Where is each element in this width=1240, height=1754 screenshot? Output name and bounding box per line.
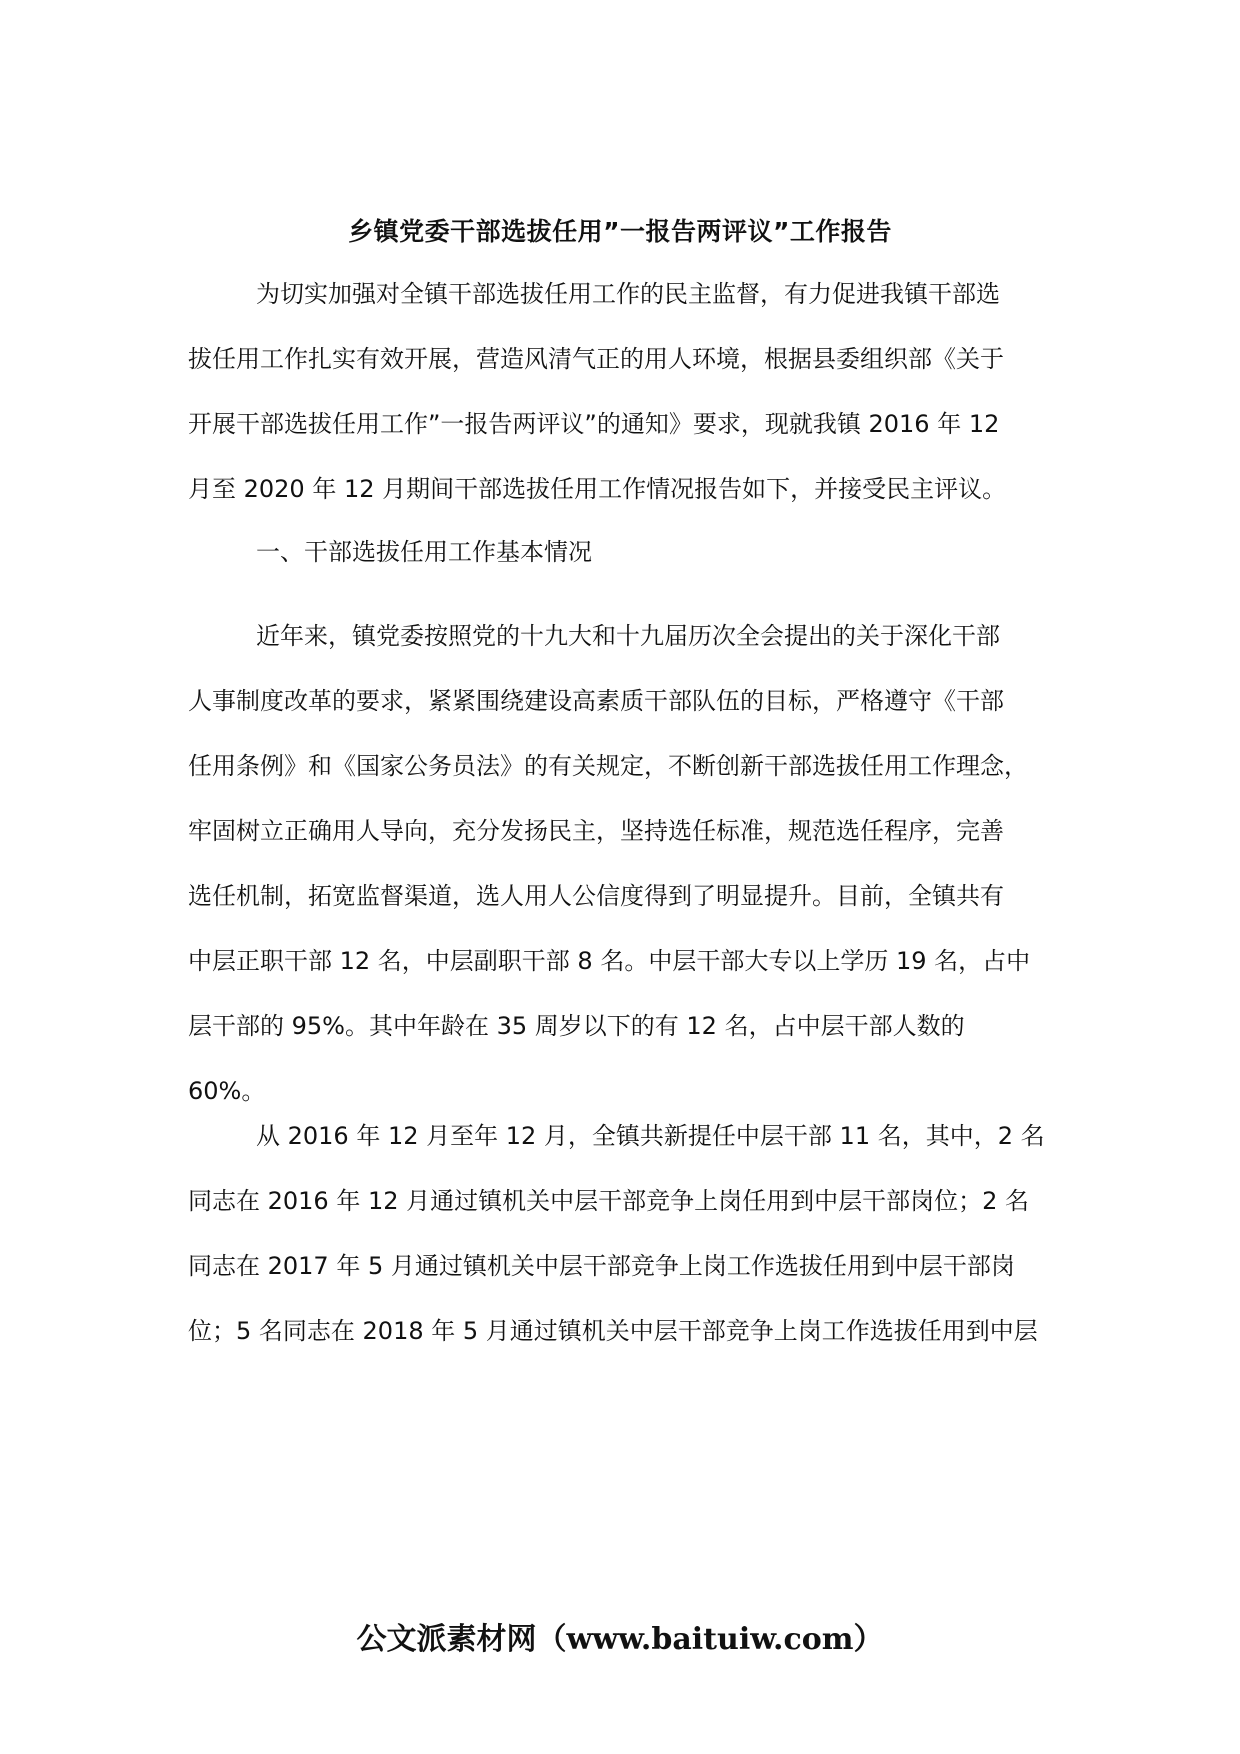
paragraph-promotions	[188, 1104, 1058, 1364]
section-heading-text: 一、干部选拔任用工作基本情况	[256, 538, 592, 566]
paragraph-line: 选任机制，拓宽监督渠道，选人用人公信度得到了明显提升。目前，全镇共有	[188, 882, 1004, 910]
paragraph-line: 从 2016 年 12 月至年 12 月，全镇共新提任中层干部 11 名，其中，2 名	[256, 1122, 1045, 1150]
paragraph-intro	[188, 262, 1058, 522]
paragraph-line: 任用条例》和《国家公务员法》的有关规定，不断创新干部选拔任用工作理念，	[188, 752, 1028, 780]
paragraph-line: 中层正职干部 12 名，中层副职干部 8 名。中层干部大专以上学历 19 名，占中	[188, 947, 1031, 975]
paragraph-line: 开展干部选拔任用工作”一报告两评议”的通知》要求，现就我镇 2016 年 12	[188, 410, 1000, 438]
paragraph-line: 牢固树立正确用人导向，充分发扬民主，坚持选任标准，规范选任程序，完善	[188, 817, 1004, 845]
paragraph-line: 近年来，镇党委按照党的十九大和十九届历次全会提出的关于深化干部	[256, 622, 1000, 650]
paragraph-line: 人事制度改革的要求，紧紧围绕建设高素质干部队伍的目标，严格遵守《干部	[188, 687, 1004, 715]
document-title: 乡镇党委干部选拔任用”一报告两评议”工作报告	[348, 217, 892, 246]
paragraph-line: 层干部的 95%。其中年龄在 35 周岁以下的有 12 名，占中层干部人数的	[188, 1012, 965, 1040]
paragraph-line: 月至 2020 年 12 月期间干部选拔任用工作情况报告如下，并接受民主评议。	[188, 475, 1007, 503]
paragraph-line: 60%。	[188, 1077, 266, 1105]
paragraph-overview	[188, 604, 1058, 1124]
paragraph-line: 为切实加强对全镇干部选拔任用工作的民主监督，有力促进我镇干部选	[256, 280, 1000, 308]
section-heading	[188, 520, 1058, 585]
paragraph-line: 拔任用工作扎实有效开展，营造风清气正的用人环境，根据县委组织部《关于	[188, 345, 1004, 373]
paragraph-line: 同志在 2016 年 12 月通过镇机关中层干部竞争上岗任用到中层干部岗位；2 名	[188, 1187, 1030, 1215]
paragraph-line: 位；5 名同志在 2018 年 5 月通过镇机关中层干部竞争上岗工作选拔任用到中层	[188, 1317, 1038, 1345]
paragraph-line: 同志在 2017 年 5 月通过镇机关中层干部竞争上岗工作选拔任用到中层干部岗	[188, 1252, 1015, 1280]
footer-watermark: 公文派素材网（www.baituiw.com）	[356, 1622, 884, 1657]
